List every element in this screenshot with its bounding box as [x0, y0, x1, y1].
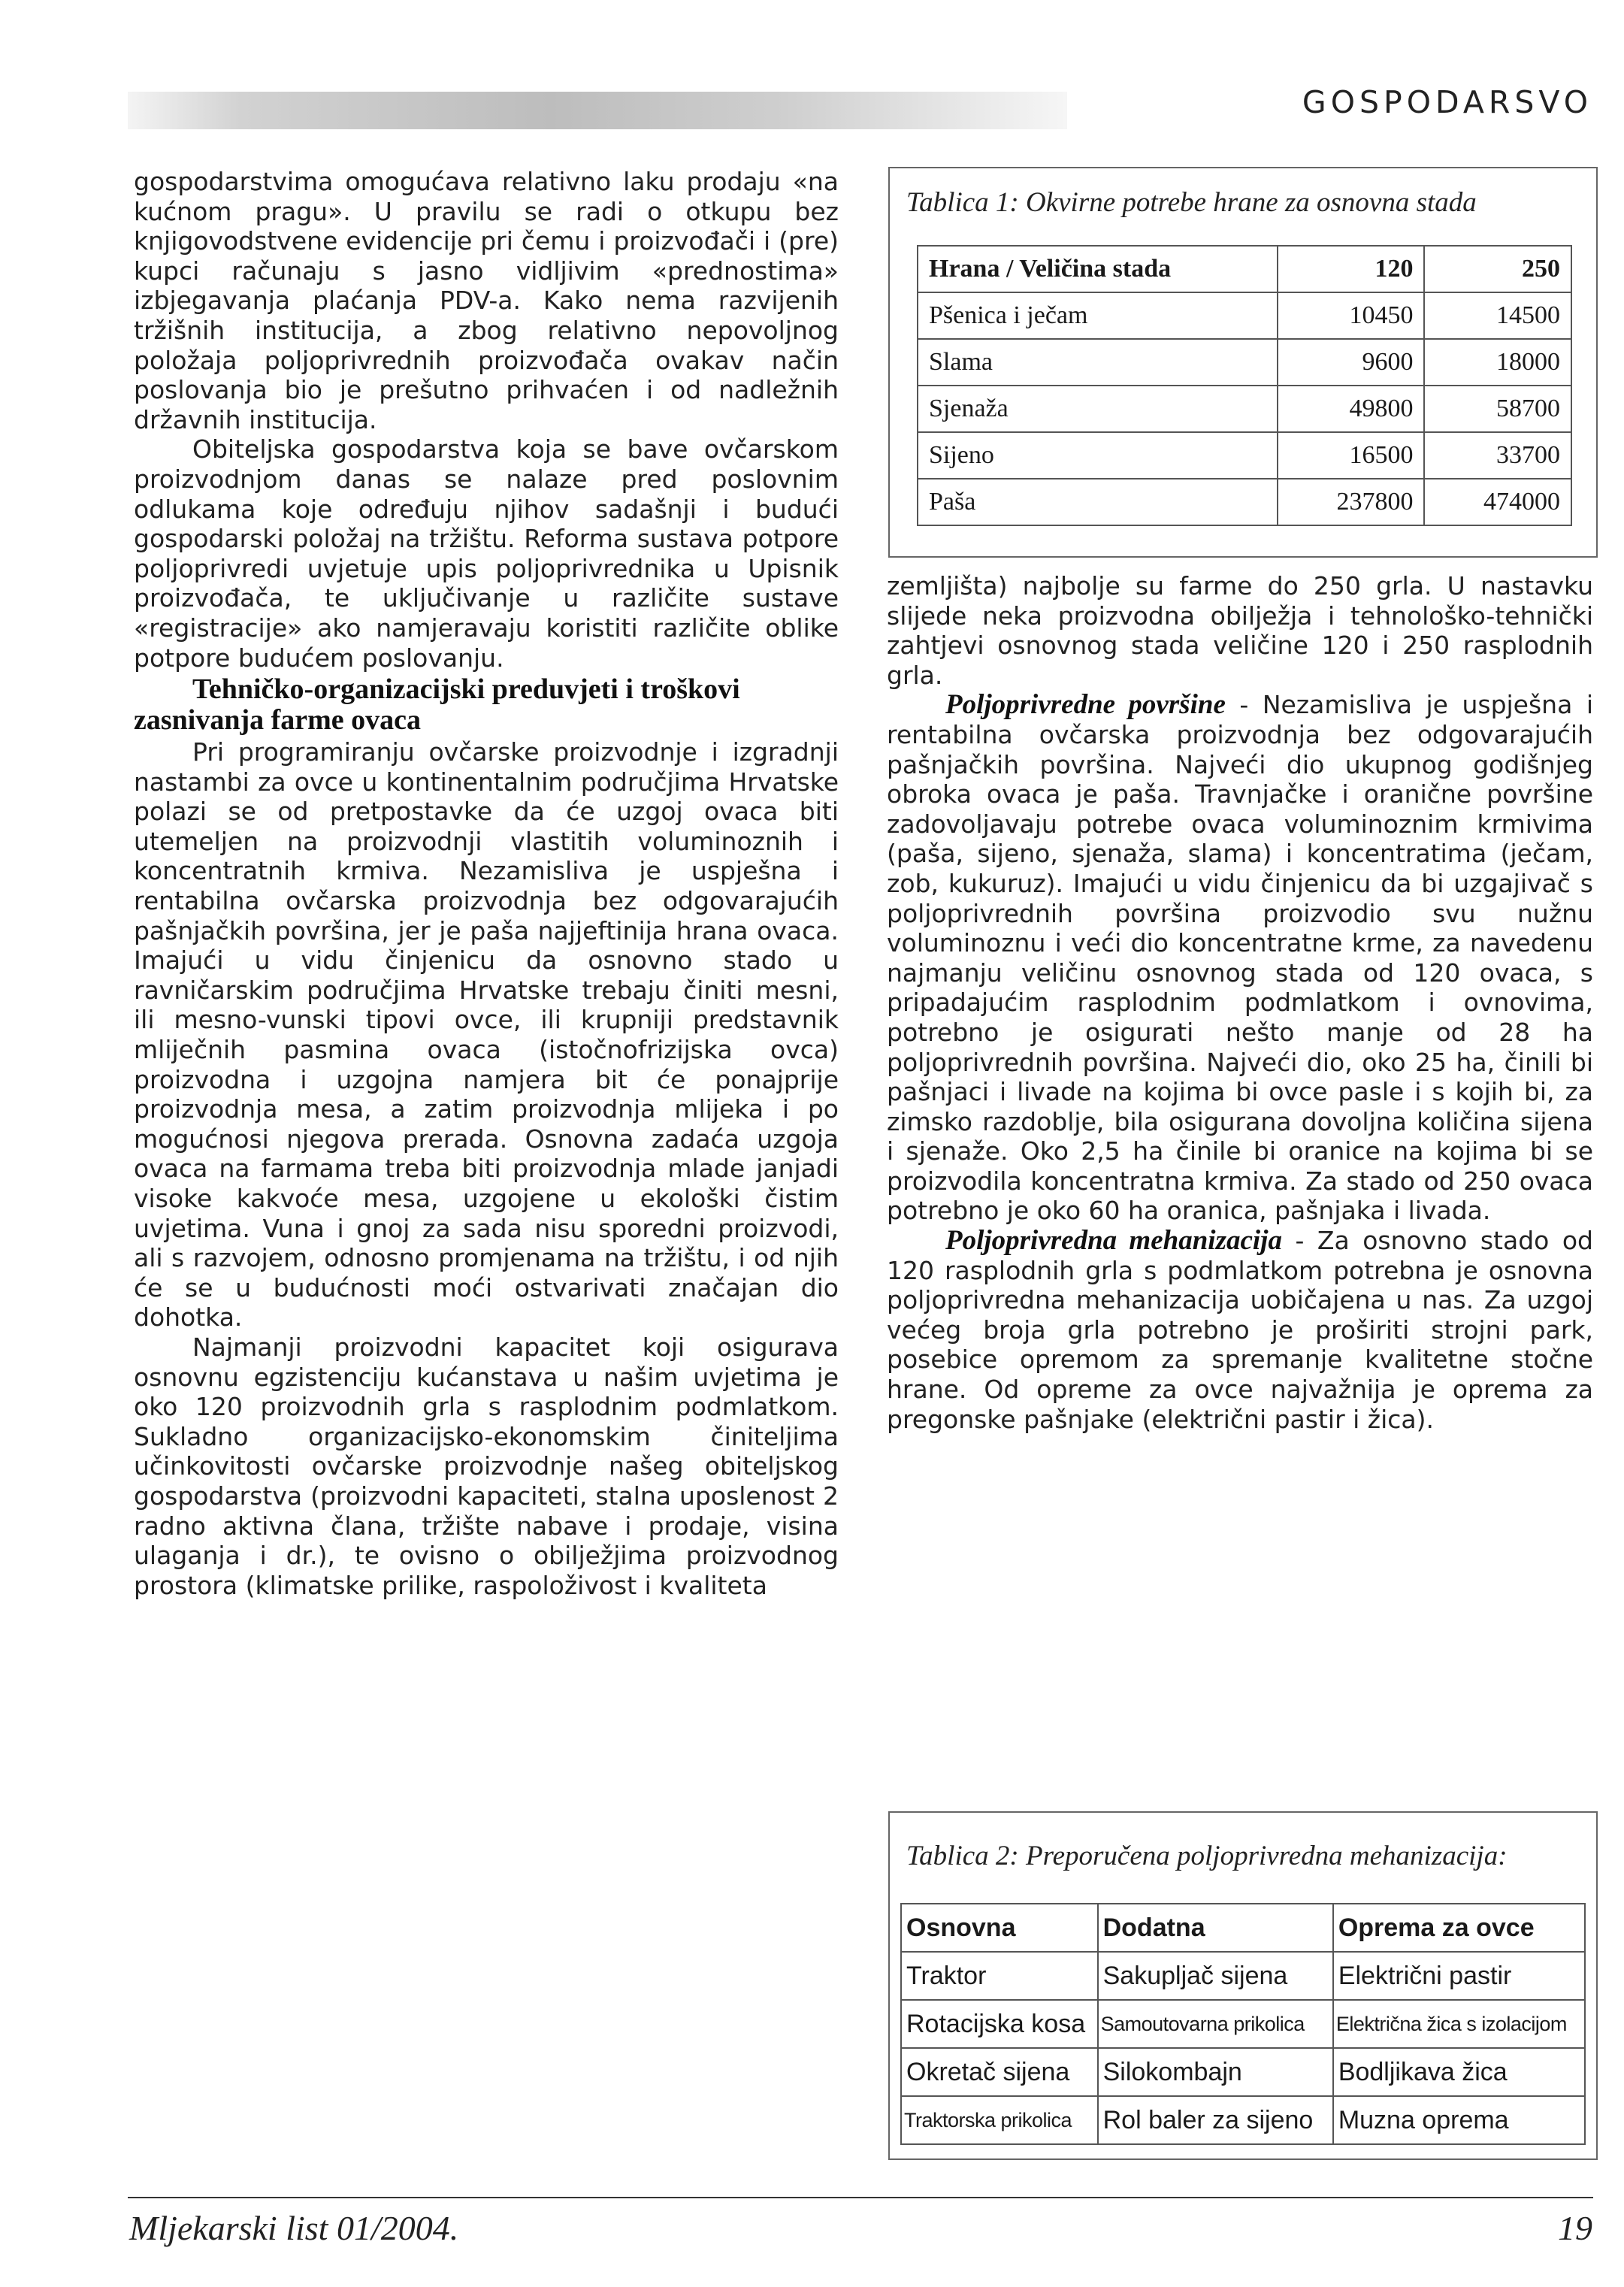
- table-2-header-cell: Osnovna: [901, 1904, 1098, 1952]
- table-2-box: [888, 1811, 1598, 2160]
- table-1: [917, 245, 1572, 526]
- table-2-header-cell: Oprema za ovce: [1333, 1904, 1585, 1952]
- right-paragraph-3: [887, 1226, 1593, 1434]
- left-paragraph-2: Obiteljska gospodarstva koja se bave ovčarskom proizvodnjom danas se nalaze pred poslovnim odlukama koje određuju njihov sadašnji i budući gospodarski položaj na tržištu. Reforma sustava potpore poljoprivredi uvjetuje upis poljoprivrednika u Upisnik proizvođača, te uključivanje u različite sustave «registracije» ako namjeravaju koristiti različite oblike potpore budućem poslovanju.: [134, 434, 839, 673]
- table-cell: 474000: [1424, 479, 1571, 525]
- table-cell: Muzna oprema: [1333, 2096, 1585, 2144]
- left-paragraph-3: Pri programiranju ovčarske proizvodnje i izgradnji nastambi za ovce u kontinentalnim područjima Hrvatske polazi se od pretpostavke da će uzgoj ovaca biti utemeljen na proizvodnji vlastitih voluminoznih i koncentratnih krmiva. Nezamisliva je uspješna i rentabilna ovčarska proizvodnja bez odgovarajućih pašnjačkih površina, jer je paša najjeftinija hrana ovaca. Imajući u vidu činjenicu da osnovno stado u ravničarskim područjima Hrvatske trebaju činiti mesni, ili mesno-vunski tipovi ovce, ili krupniji predstavnik mliječnih pasmina ovaca (istočnofrizijska ovca) proizvodna i uzgojna namjera bit će ponajprije proizvodnja mesa, a zatim proizvodnja mlijeka i po mogućnosi njegova prerada. Osnovna zadaća uzgoja ovaca na farmama treba biti proizvodnja mlade janjadi visoke kakvoće mesa, uzgojene u ekološki čistim uvjetima. Vuna i gnoj za sada nisu sporedni proizvodi, ali s razvojem, odnosno promjenama na tržištu, i od njih će se u budućnosti moći ostvarivati značajan dio dohotka.: [134, 737, 839, 1333]
- table-2-header-cell: Dodatna: [1098, 1904, 1333, 1952]
- table-cell: Sakupljač sijena: [1098, 1952, 1333, 2000]
- table-row: [901, 2096, 1585, 2144]
- right-column: [887, 571, 1593, 1434]
- table-cell: Traktor: [901, 1952, 1098, 2000]
- table-cell: 18000: [1424, 339, 1571, 386]
- table-cell: 237800: [1278, 479, 1424, 525]
- table-row: [901, 1952, 1585, 2000]
- right-paragraph-1: zemljišta) najbolje su farme do 250 grla. U nastavku slijede neka proizvodna obilježja i tehnološko-tehnički zahtjevi osnovnog stada veličine 120 i 250 rasplodnih grla.: [887, 571, 1593, 690]
- table-cell: 16500: [1278, 432, 1424, 479]
- table-2-header-row: [901, 1904, 1585, 1952]
- table-cell: Sjenaža: [918, 386, 1278, 432]
- table-2-caption: Tablica 2: Preporučena poljoprivredna mehanizacija:: [906, 1841, 1508, 1871]
- table-cell: Silokombajn: [1098, 2048, 1333, 2096]
- term-mechanization: Poljoprivredna mehanizacija: [945, 1225, 1282, 1257]
- table-cell: Rotacijska kosa: [901, 2000, 1098, 2048]
- table-cell: 14500: [1424, 292, 1571, 339]
- table-row: [918, 386, 1571, 432]
- table-row: [918, 339, 1571, 386]
- table-1-header-cell: 250: [1424, 246, 1571, 292]
- term-agricultural-land: Poljoprivredne površine: [945, 689, 1226, 721]
- table-1-header-row: [918, 246, 1571, 292]
- table-cell: Pšenica i ječam: [918, 292, 1278, 339]
- header-bar: [128, 92, 1067, 129]
- table-row: [901, 2048, 1585, 2096]
- table-row: [918, 292, 1571, 339]
- table-cell: Paša: [918, 479, 1278, 525]
- left-paragraph-1: gospodarstvima omogućava relativno laku prodaju «na kućnom pragu». U pravilu se radi o otkupu bez knjigovodstvene evidencije pri čemu i proizvođači i (pre) kupci računaju s jasno vidljivim «prednostima» izbjegavanja plaćanja PDV-a. Kako nema razvijenih tržišnih institucija, a zbog relativno nepovoljnog položaja poljoprivrednih proizvođača ovakav način poslovanja bio je prešutno prihvaćen i od nadležnih državnih institucija.: [134, 167, 839, 434]
- table-cell: Bodljikava žica: [1333, 2048, 1585, 2096]
- table-2: [900, 1903, 1586, 2145]
- table-cell: Električna žica s izolacijom: [1333, 2000, 1585, 2048]
- right-paragraph-2-text: - Nezamisliva je uspješna i rentabilna ovčarska proizvodnja bez odgovarajućih pašnjačkih površina. Najveći dio ukupnog godišnjeg obroka ovaca je paša. Travnjačke i oranične površine zadovoljavaju potrebe ovaca voluminoznim krmivima (paša, sijeno, sjenaža, slama) i koncentratima (ječam, zob, kukuruz). Imajući u vidu činjenicu da bi uzgajivač s poljoprivrednih površina proizvodio svu nužnu voluminoznu i veći dio koncentratne krme, za navedenu najmanju veličinu osnovnog stada od 120 ovaca, s pripadajućim rasplodnim podmlatkom i ovnovima, potrebno je osigurati nešto manje od 28 ha poljoprivrednih površina. Najveći dio, oko 25 ha, činili bi pašnjaci i livade na kojima bi ovce pasle i s kojih bi, za zimsko razdoblje, bila osigurana dovoljna količina sijena i sjenaže. Oko 2,5 ha činile bi oranice na kojima bi se proizvodila koncentratna krmiva. Za stado od 250 ovaca potrebno je oko 60 ha oranica, pašnjaka i livada.: [887, 690, 1593, 1226]
- table-cell: Okretač sijena: [901, 2048, 1098, 2096]
- table-cell: Slama: [918, 339, 1278, 386]
- table-cell: 10450: [1278, 292, 1424, 339]
- right-paragraph-3-text: - Za osnovno stado od 120 rasplodnih grla s podmlatkom potrebna je osnovna poljoprivredna mehanizacija uobičajena u nas. Za uzgoj većeg broja grla potrebno je proširiti strojni park, posebice opremom za spremanje kvalitetne stočne hrane. Od opreme za ovce najvažnija je oprema za pregonske pašnjake (električni pastir i žica).: [887, 1226, 1593, 1434]
- table-1-box: [888, 167, 1598, 558]
- page-number: 19: [1558, 2209, 1592, 2247]
- table-1-caption: Tablica 1: Okvirne potrebe hrane za osnovna stada: [906, 187, 1477, 218]
- table-cell: Samoutovarna prikolica: [1098, 2000, 1333, 2048]
- right-paragraph-2: [887, 690, 1593, 1226]
- table-1-header-cell: Hrana / Veličina stada: [918, 246, 1278, 292]
- table-cell: Električni pastir: [1333, 1952, 1585, 2000]
- table-cell: 58700: [1424, 386, 1571, 432]
- table-cell: 9600: [1278, 339, 1424, 386]
- table-1-header-cell: 120: [1278, 246, 1424, 292]
- left-paragraph-4: Najmanji proizvodni kapacitet koji osigurava osnovnu egzistenciju kućanstava u našim uvjetima je oko 120 proizvodnih grla s rasplodnim podmlatkom. Sukladno organizacijsko-ekonomskim činiteljima učinkovitosti ovčarske proizvodnje našeg obiteljskog gospodarstva (proizvodni kapaciteti, stalna uposlenost 2 radno aktivna člana, tržište nabave i prodaje, visina ulaganja i dr.), te ovisno o obilježjima proizvodnog prostora (klimatske prilike, raspoloživost i kvaliteta: [134, 1332, 839, 1600]
- left-column: [134, 167, 839, 1600]
- table-cell: 33700: [1424, 432, 1571, 479]
- table-cell: 49800: [1278, 386, 1424, 432]
- footer-rule: [128, 2197, 1593, 2198]
- table-cell: Sijeno: [918, 432, 1278, 479]
- table-row: [918, 479, 1571, 525]
- table-row: [918, 432, 1571, 479]
- table-cell: Traktorska prikolica: [901, 2096, 1098, 2144]
- section-title: GOSPODARSVO: [1302, 84, 1592, 120]
- table-row: [901, 2000, 1585, 2048]
- section-heading: Tehničko-organizacijski preduvjeti i troškovi zasnivanja farme ovaca: [134, 673, 740, 737]
- table-cell: Rol baler za sijeno: [1098, 2096, 1333, 2144]
- journal-name: Mljekarski list 01/2004.: [129, 2209, 459, 2247]
